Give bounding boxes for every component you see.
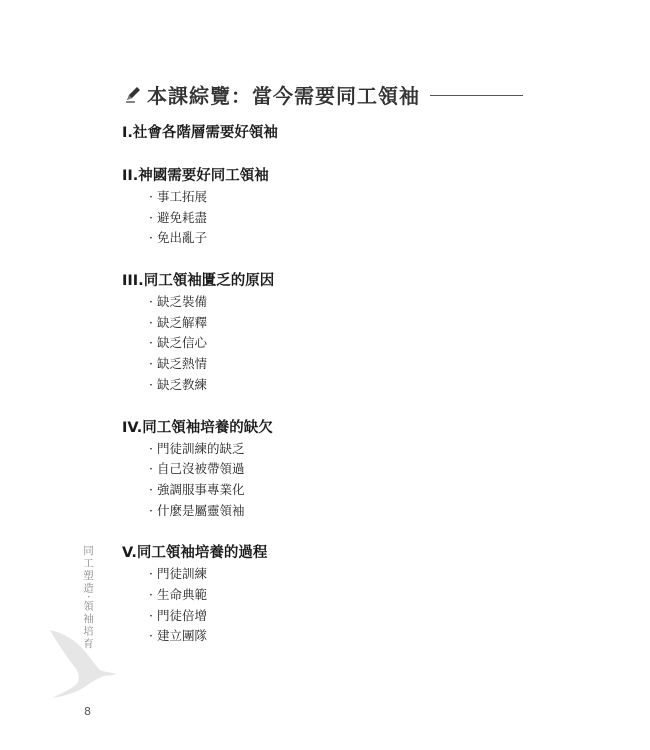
side-caption: 同工塑造·領袖培育 [82,545,94,651]
list-item-label: 缺乏裝備 [157,294,208,310]
bullet-icon: · [149,440,153,456]
list-item-label: 自己沒被帶領過 [157,461,245,477]
flying-goose-icon [44,620,118,700]
bullet-icon: · [149,335,153,351]
list-item [122,459,542,480]
list-item-label: 什麼是屬靈領袖 [157,502,245,518]
section-items [122,564,542,647]
outline-section [122,270,542,395]
bullet-icon: · [149,586,153,602]
list-item [122,375,542,396]
list-item-label: 門徒倍增 [157,607,208,623]
page-number: 8 [84,705,91,718]
list-item [122,606,542,627]
outline-section [122,122,542,144]
list-item-label: 門徒訓練 [157,566,208,582]
bullet-icon: · [149,230,153,246]
list-item [122,187,542,208]
bullet-icon: · [149,376,153,392]
section-heading: II.神國需要好同工領袖 [122,168,269,184]
section-heading: III.同工領袖匱乏的原因 [122,273,275,290]
list-item-label: 缺乏熱情 [157,356,208,372]
bullet-icon: · [149,209,153,225]
bullet-icon: · [149,628,153,644]
list-item [122,313,542,334]
bullet-icon: · [149,502,153,518]
list-item-label: 事工拓展 [157,189,208,204]
page-title-row [123,78,523,110]
list-item [122,354,542,375]
bullet-icon: · [149,356,153,372]
bullet-icon: · [149,481,153,497]
list-item [122,626,542,647]
bullet-icon: · [149,607,153,623]
page-title: 本課綜覽：當今需要同工領袖 [147,83,420,108]
outline-section [122,542,542,647]
list-item [122,333,542,354]
list-item-label: 強調服事專業化 [157,481,245,497]
list-item [122,228,542,249]
list-item-label: 免出亂子 [157,230,208,246]
lesson-outline [122,122,542,668]
list-item-label: 門徒訓練的缺乏 [157,440,245,456]
section-heading: V.同工領袖培養的過程 [122,545,268,562]
list-item [122,585,542,606]
bullet-icon: · [149,294,153,310]
list-item [122,501,542,522]
section-items [122,187,542,249]
list-item-label: 避免耗盡 [157,209,208,225]
list-item [122,564,542,585]
section-items [122,292,542,395]
bullet-icon: · [149,566,153,582]
list-item-label: 缺乏解釋 [157,314,208,330]
list-item-label: 缺乏信心 [157,335,208,351]
bullet-icon: · [149,189,153,204]
outline-section [122,417,542,522]
list-item [122,439,542,460]
list-item-label: 生命典範 [157,586,208,602]
list-item [122,208,542,229]
outline-section [122,165,542,249]
list-item [122,292,542,313]
pencil-icon [123,84,143,104]
list-item-label: 建立團隊 [157,628,208,644]
title-rule [430,95,523,96]
section-items [122,439,542,522]
list-item [122,480,542,501]
section-heading: I.社會各階層需要好領袖 [122,125,278,141]
bullet-icon: · [149,461,153,477]
list-item-label: 缺乏教練 [157,376,208,392]
bullet-icon: · [149,314,153,330]
section-heading: IV.同工領袖培養的缺欠 [122,419,273,436]
